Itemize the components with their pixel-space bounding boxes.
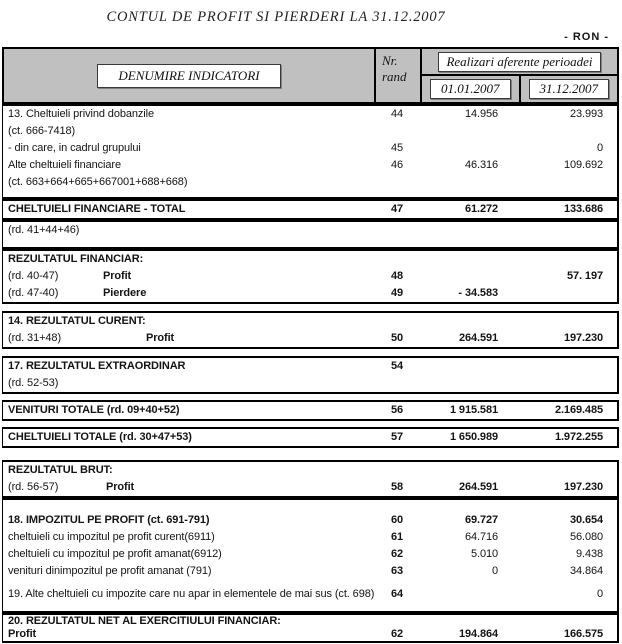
value-col2: 197.230 xyxy=(563,332,603,344)
row-number-cell: 48 xyxy=(390,270,404,282)
value-col1: 264.591 xyxy=(458,332,498,344)
section-spacer xyxy=(2,349,619,356)
nr-label: Nr. xyxy=(382,53,398,68)
profit-loss-table xyxy=(2,47,619,643)
row-number-cell xyxy=(374,462,420,479)
table-row xyxy=(3,358,617,375)
table-body xyxy=(2,104,619,643)
row-label: CHELTUIELI TOTALE (rd. 30+47+53) xyxy=(8,431,192,443)
table-row xyxy=(3,268,617,285)
table-row xyxy=(3,402,617,419)
value-col1 xyxy=(420,222,517,239)
row-label: (rd. 52-53) xyxy=(8,377,59,389)
row-label: 19. Alte cheltuieli cu impozite care nu apar in elementele de mai sus (ct. 698) xyxy=(8,588,374,600)
row-number-cell: 60 xyxy=(390,514,404,526)
table-row xyxy=(3,429,617,446)
row-number-cell: 57 xyxy=(390,431,404,443)
value-col1: 0 xyxy=(491,565,498,577)
date-subheaders xyxy=(422,76,617,102)
value-col2: 23.993 xyxy=(569,108,603,120)
row-number-cell xyxy=(374,123,420,140)
row-number-cell xyxy=(374,615,420,628)
value-col1: - 34.583 xyxy=(458,287,498,299)
currency-note: - RON - xyxy=(564,31,609,43)
value-col1: 69.727 xyxy=(464,514,498,526)
value-col2: 133.686 xyxy=(563,203,603,215)
value-col1 xyxy=(420,462,517,479)
value-col1: 46.316 xyxy=(464,159,498,171)
row-label: venituri dinimpozitul pe profit amanat (791) xyxy=(8,565,212,577)
value-col2: 34.864 xyxy=(569,565,603,577)
value-col2: 1.972.255 xyxy=(554,431,603,443)
value-col1 xyxy=(420,268,517,285)
section-spacer xyxy=(2,448,619,460)
section-cheltuieli-totale xyxy=(2,427,619,448)
row-sublabel: Profit xyxy=(146,332,175,344)
row-number-cell: 58 xyxy=(390,481,404,493)
section-spacer xyxy=(2,304,619,311)
value-col2 xyxy=(517,285,617,302)
header-cell-indicators xyxy=(4,49,374,102)
row-number-cell: 50 xyxy=(390,332,404,344)
value-col2 xyxy=(517,375,617,392)
section-rd-41-44-46 xyxy=(2,220,619,249)
row-label: (ct. 663+664+665+667001+688+668) xyxy=(8,176,188,188)
value-col1: 61.272 xyxy=(464,203,498,215)
value-col2 xyxy=(517,222,617,239)
row-label: 14. REZULTATUL CURENT: xyxy=(8,315,146,327)
row-number-cell: 63 xyxy=(390,565,404,577)
header-cell-date2 xyxy=(521,76,618,102)
period-header xyxy=(422,49,617,76)
value-col2 xyxy=(517,462,617,479)
value-col1: 1 915.581 xyxy=(449,404,498,416)
value-col1: 14.956 xyxy=(464,108,498,120)
value-col2 xyxy=(517,313,617,330)
row-label: (rd. 41+44+46) xyxy=(8,224,80,236)
row-sublabel: Profit xyxy=(106,481,135,493)
row-number-cell: 62 xyxy=(390,548,404,560)
row-label: (rd. 31+48) Profit xyxy=(3,330,374,347)
row-number-cell xyxy=(374,313,420,330)
row-number-cell: 45 xyxy=(390,142,404,154)
value-col2 xyxy=(517,358,617,375)
value-col2: 109.692 xyxy=(563,159,603,171)
value-col2: 197.230 xyxy=(563,481,603,493)
value-col2 xyxy=(517,251,617,268)
table-row xyxy=(3,174,617,191)
section-rezultatul-extraordinar xyxy=(2,356,619,394)
date2-label-box: 31.12.2007 xyxy=(529,79,610,99)
row-label: cheltuieli cu impozitul pe profit curent(6911) xyxy=(8,531,215,543)
value-col1: 1 650.989 xyxy=(449,431,498,443)
row-label: (rd. 47-40) Pierdere xyxy=(3,285,374,302)
row-label: REZULTATUL FINANCIAR: xyxy=(8,253,144,265)
table-row xyxy=(3,375,617,392)
table-row xyxy=(3,628,617,641)
value-col1 xyxy=(420,615,517,628)
value-col1 xyxy=(420,123,517,140)
row-label: cheltuieli cu impozitul pe profit amanat(6912) xyxy=(8,548,222,560)
row-label: REZULTATUL BRUT: xyxy=(8,464,113,476)
row-sublabel: Pierdere xyxy=(103,287,147,299)
table-header xyxy=(2,47,619,104)
table-row xyxy=(3,140,617,157)
row-label: Profit xyxy=(8,628,37,640)
section-rezultatul-net xyxy=(2,613,619,643)
header-cell-date1 xyxy=(422,76,521,102)
table-row xyxy=(3,330,617,347)
row-label: (rd. 56-57) Profit xyxy=(3,479,374,496)
table-row xyxy=(3,615,617,628)
value-col2: 57. 197 xyxy=(566,270,603,282)
section-rezultatul-curent xyxy=(2,311,619,349)
value-col2: 56.080 xyxy=(569,531,603,543)
row-number-cell xyxy=(374,375,420,392)
row-number-cell xyxy=(374,251,420,268)
value-col1 xyxy=(420,586,517,603)
value-col2: 0 xyxy=(596,142,603,154)
value-col2: 166.575 xyxy=(563,628,603,640)
row-label: 18. IMPOZITUL PE PROFIT (ct. 691-791) xyxy=(8,514,210,526)
row-label: (ct. 666-7418) xyxy=(8,125,76,137)
row-number-cell xyxy=(374,174,420,191)
table-row xyxy=(3,123,617,140)
page-title: CONTUL DE PROFIT SI PIERDERI LA 31.12.2007 xyxy=(106,9,446,25)
value-col1: 64.716 xyxy=(464,531,498,543)
table-row xyxy=(3,157,617,174)
row-label: VENITURI TOTALE (rd. 09+40+52) xyxy=(8,404,180,416)
table-row xyxy=(3,529,617,546)
row-number-cell: 56 xyxy=(390,404,404,416)
row-sublabel: Profit xyxy=(103,270,132,282)
value-col2: 30.654 xyxy=(569,514,603,526)
row-number-cell: 47 xyxy=(390,203,404,215)
row-label: CHELTUIELI FINANCIARE - TOTAL xyxy=(8,203,186,215)
value-col1: 194.864 xyxy=(458,628,498,640)
table-row xyxy=(3,462,617,479)
row-number-cell: 64 xyxy=(390,588,404,600)
period-label-box: Realizari aferente perioadei xyxy=(438,52,600,72)
section-rezultatul-financiar xyxy=(2,249,619,304)
row-number-cell: 46 xyxy=(390,159,404,171)
row-label: 20. REZULTATUL NET AL EXERCITIULUI FINANCIAR: xyxy=(8,615,281,627)
rand-label: rand xyxy=(382,69,407,84)
table-row xyxy=(3,222,617,239)
value-col1: 5.010 xyxy=(470,548,498,560)
indicators-label-box: DENUMIRE INDICATORI xyxy=(97,64,281,88)
value-col1 xyxy=(420,313,517,330)
table-row xyxy=(3,479,617,496)
value-col1: 264.591 xyxy=(458,481,498,493)
table-row xyxy=(3,563,617,580)
table-row xyxy=(3,201,617,218)
table-row xyxy=(3,285,617,302)
section-cheltuieli-financiare-total xyxy=(2,199,619,220)
row-number-cell: 54 xyxy=(390,360,404,372)
row-number-cell: 44 xyxy=(390,108,404,120)
value-col2 xyxy=(517,123,617,140)
value-col1 xyxy=(420,251,517,268)
table-row xyxy=(3,251,617,268)
row-label: (rd. 40-47) Profit xyxy=(3,268,374,285)
date1-label-box: 01.01.2007 xyxy=(430,79,511,99)
header-cell-period xyxy=(420,49,617,102)
table-row xyxy=(3,546,617,563)
table-row xyxy=(3,512,617,529)
section-venituri-totale xyxy=(2,400,619,421)
row-label: 13. Cheltuieli privind dobanzile xyxy=(8,108,155,120)
section-rezultatul-brut xyxy=(2,460,619,498)
table-row xyxy=(3,106,617,123)
value-col2: 0 xyxy=(596,588,603,600)
row-number-cell: 61 xyxy=(390,531,404,543)
value-col1 xyxy=(420,174,517,191)
section-cheltuieli-dobanzi xyxy=(2,104,619,199)
row-number-cell xyxy=(374,222,420,239)
value-col1 xyxy=(420,358,517,375)
row-number-cell: 49 xyxy=(390,287,404,299)
section-impozit-pe-profit xyxy=(2,498,619,613)
row-label: 17. REZULTATUL EXTRAORDINAR xyxy=(8,360,186,372)
table-row xyxy=(3,586,617,603)
value-col2 xyxy=(517,615,617,628)
row-label: Alte cheltuieli financiare xyxy=(8,159,121,171)
row-label: - din care, in cadrul grupului xyxy=(8,142,141,154)
value-col2: 2.169.485 xyxy=(554,404,603,416)
value-col2 xyxy=(517,174,617,191)
value-col1 xyxy=(420,375,517,392)
row-number-cell: 62 xyxy=(390,628,404,640)
table-row xyxy=(3,313,617,330)
header-cell-nr-rand xyxy=(374,49,420,102)
value-col1 xyxy=(420,140,517,157)
value-col2: 9.438 xyxy=(575,548,603,560)
